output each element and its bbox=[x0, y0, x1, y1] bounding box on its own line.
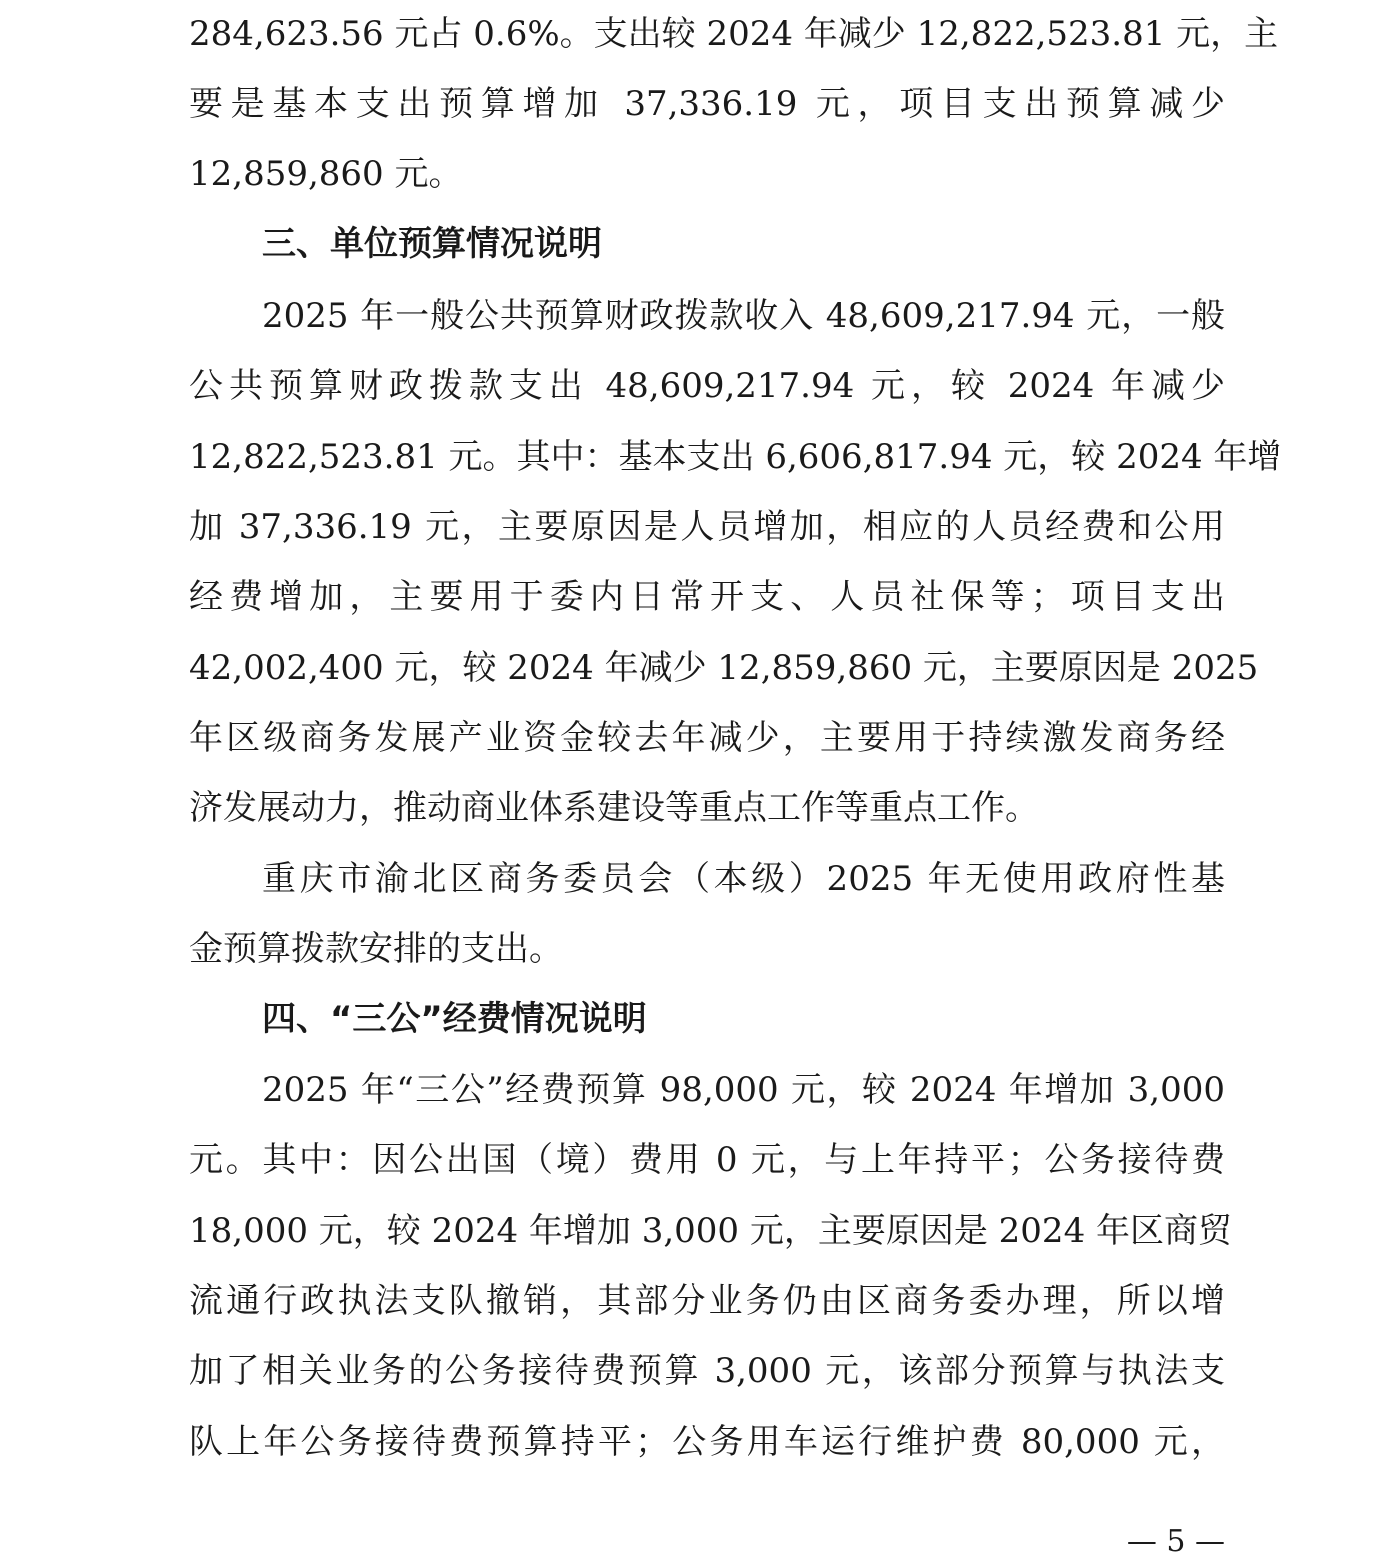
paragraph-line: 2025 年“三公”经费预算 98,000 元，较 2024 年增加 3,000 bbox=[262, 1070, 1225, 1110]
section-heading: 三、单位预算情况说明 bbox=[262, 224, 602, 264]
paragraph-line: 元。其中：因公出国（境）费用 0 元，与上年持平；公务接待费 bbox=[189, 1140, 1225, 1180]
page-number: — 5 — bbox=[1126, 1524, 1225, 1559]
paragraph-line: 经费增加，主要用于委内日常开支、人员社保等；项目支出 bbox=[189, 577, 1225, 617]
paragraph-line: 18,000 元，较 2024 年增加 3,000 元，主要原因是 2024 年区商贸 bbox=[189, 1211, 1233, 1251]
paragraph-line: 42,002,400 元，较 2024 年减少 12,859,860 元，主要原因是 2025 bbox=[189, 648, 1259, 688]
paragraph-line: 284,623.56 元占 0.6%。支出较 2024 年减少 12,822,523.81 元，主 bbox=[189, 14, 1279, 54]
paragraph-line: 加 37,336.19 元，主要原因是人员增加，相应的人员经费和公用 bbox=[189, 507, 1225, 547]
paragraph-line: 要是基本支出预算增加 37,336.19 元，项目支出预算减少 bbox=[189, 84, 1225, 124]
paragraph-line: 重庆市渝北区商务委员会（本级）2025 年无使用政府性基 bbox=[262, 859, 1225, 899]
paragraph-line: 2025 年一般公共预算财政拨款收入 48,609,217.94 元，一般 bbox=[262, 296, 1225, 336]
paragraph-line: 12,859,860 元。 bbox=[189, 154, 463, 194]
paragraph-line: 金预算拨款安排的支出。 bbox=[189, 929, 563, 969]
paragraph-line: 济发展动力，推动商业体系建设等重点工作等重点工作。 bbox=[189, 788, 1039, 828]
paragraph-line: 加了相关业务的公务接待费预算 3,000 元，该部分预算与执法支 bbox=[189, 1351, 1225, 1391]
paragraph-line: 公共预算财政拨款支出 48,609,217.94 元，较 2024 年减少 bbox=[189, 366, 1225, 406]
paragraph-line: 12,822,523.81 元。其中：基本支出 6,606,817.94 元，较 2024 年增 bbox=[189, 437, 1282, 477]
section-heading: 四、“三公”经费情况说明 bbox=[262, 999, 647, 1039]
paragraph-line: 流通行政执法支队撤销，其部分业务仍由区商务委办理，所以增 bbox=[189, 1281, 1225, 1321]
paragraph-line: 队上年公务接待费预算持平；公务用车运行维护费 80,000 元， bbox=[189, 1422, 1225, 1462]
paragraph-line: 年区级商务发展产业资金较去年减少，主要用于持续激发商务经 bbox=[189, 718, 1225, 758]
